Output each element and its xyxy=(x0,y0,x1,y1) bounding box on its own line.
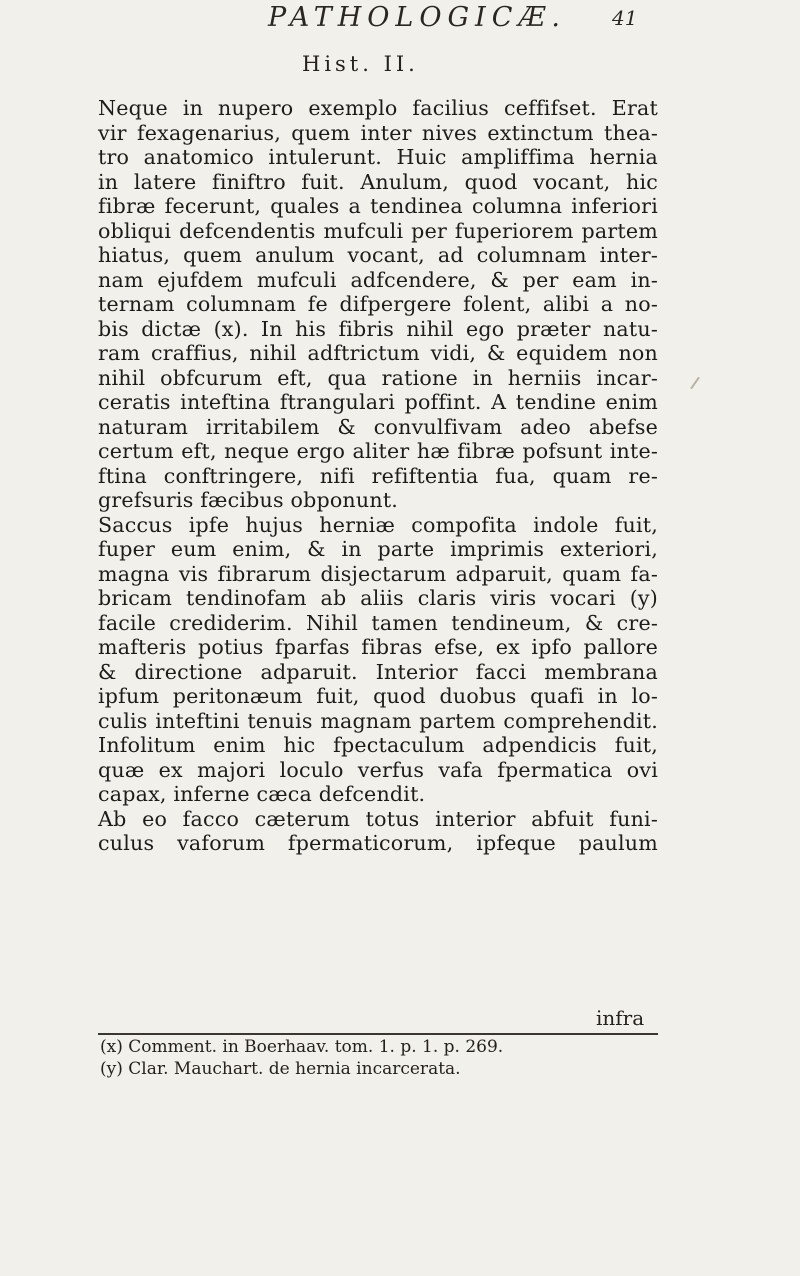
text-line: culis inteftini tenuis magnam partem comprehendit. xyxy=(98,708,658,733)
body-text xyxy=(98,96,658,856)
text-line: Ab eo facco cæterum totus interior abfuit funi- xyxy=(98,806,658,831)
section-heading: Hist. II. xyxy=(302,52,419,76)
text-line: ram craffius, nihil adftrictum vidi, & equidem non xyxy=(98,341,658,365)
text-line: vir fexagenarius, quem inter nives extinctum thea- xyxy=(98,120,658,145)
page-number: 41 xyxy=(612,6,638,30)
catchword: infra xyxy=(596,1006,645,1030)
text-line: nihil obfcurum eft, qua ratione in herniis incar- xyxy=(98,365,658,390)
text-line: ftina conftringere, nifi refiftentia fua, quam re- xyxy=(98,463,658,488)
text-line: ipfum peritonæum fuit, quod duobus quafi in lo- xyxy=(98,684,658,708)
text-line: bricam tendinofam ab aliis claris viris vocari (y) xyxy=(98,586,658,610)
text-line: fibræ fecerunt, quales a tendinea columna inferiori xyxy=(98,194,658,218)
text-line: magna vis fibrarum disjectarum adparuit, quam fa- xyxy=(98,561,658,586)
text-line: nam ejufdem mufculi adfcendere, & per eam in- xyxy=(98,267,658,292)
running-head: PATHOLOGICÆ. xyxy=(268,2,566,33)
text-line: culus vaforum fpermaticorum, ipfeque paulum xyxy=(98,831,658,855)
text-line: Infolitum enim hic fpectaculum adpendicis fuit, xyxy=(98,733,658,757)
text-line: facile crediderim. Nihil tamen tendineum, & cre- xyxy=(98,610,658,635)
text-line: Saccus ipfe hujus herniæ compofita indole fuit, xyxy=(98,512,658,537)
text-line: naturam irritabilem & convulfivam adeo abefse xyxy=(98,414,658,439)
footnote-rule xyxy=(98,1033,658,1035)
text-line: grefsuris fæcibus obponunt. xyxy=(98,488,399,512)
text-line: Neque in nupero exemplo facilius ceffifset. Erat xyxy=(98,96,658,120)
text-line: certum eft, neque ergo aliter hæ fibræ pofsunt inte- xyxy=(98,439,658,463)
text-line: bis dictæ (x). In his fibris nihil ego præter natu- xyxy=(98,316,658,341)
text-line: capax, inferne cæca defcendit. xyxy=(98,782,426,806)
text-line: tro anatomico intulerunt. Huic ampliffima hernia xyxy=(98,145,658,169)
text-line: fuper eum enim, & in parte imprimis exteriori, xyxy=(98,537,658,561)
margin-pencil-mark xyxy=(690,377,700,390)
text-line: mafteris potius fparfas fibras efse, ex ipfo pallore xyxy=(98,635,658,659)
text-line: hiatus, quem anulum vocant, ad columnam inter- xyxy=(98,243,658,267)
footnote: (x) Comment. in Boerhaav. tom. 1. p. 1. p. 269. xyxy=(100,1037,504,1057)
footnotes xyxy=(100,1036,660,1080)
text-line: ceratis inteftina ftrangulari poffint. A tendine enim xyxy=(98,390,658,414)
text-line: ternam columnam fe difpergere folent, alibi a no- xyxy=(98,292,658,316)
text-line: obliqui defcendentis mufculi per fuperiorem partem xyxy=(98,218,658,243)
text-line: & directione adparuit. Interior facci membrana xyxy=(98,659,658,684)
text-line: in latere finiftro fuit. Anulum, quod vocant, hic xyxy=(98,169,658,194)
footnote: (y) Clar. Mauchart. de hernia incarcerata. xyxy=(100,1059,461,1079)
text-line: quæ ex majori loculo verfus vafa fpermatica ovi xyxy=(98,757,658,782)
